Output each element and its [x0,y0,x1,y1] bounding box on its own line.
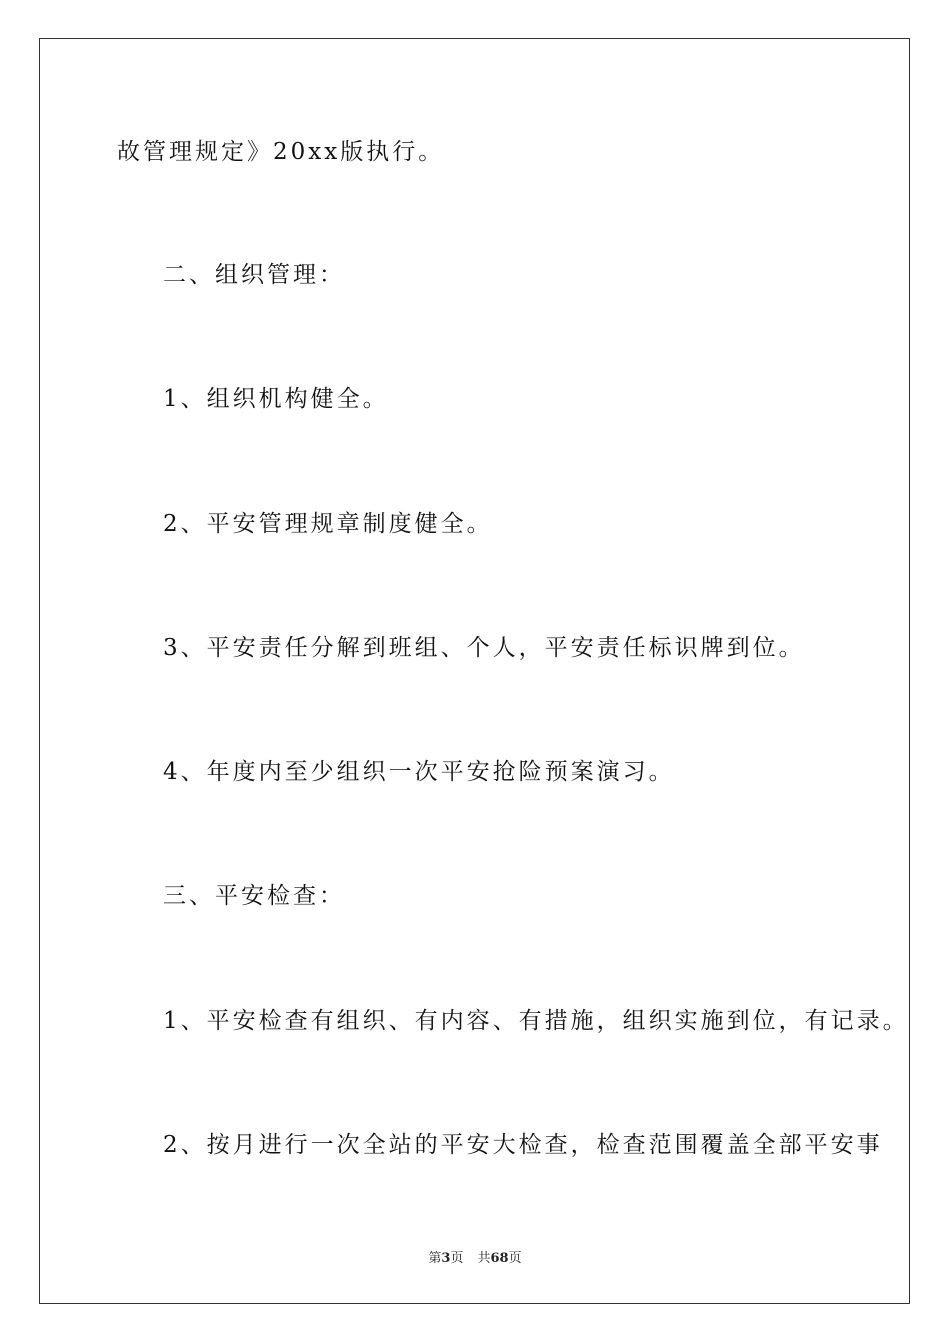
page-border [39,38,910,1304]
section-heading: 三、平安检查： [163,883,345,909]
page-footer [0,1247,950,1266]
total-pages: 68 [490,1251,509,1266]
page-suffix: 页 [450,1251,464,1266]
page-number: 3 [441,1251,451,1266]
total-suffix: 页 [508,1251,522,1266]
paragraph-line: 故管理规定》20xx版执行。 [117,139,445,165]
list-item: 4、年度内至少组织一次平安抢险预案演习。 [163,759,675,785]
list-item: 2、平安管理规章制度健全。 [163,511,493,537]
section-heading: 二、组织管理： [163,262,345,288]
list-item: 2、按月进行一次全站的平安大检查，检查范围覆盖全部平安事 [163,1132,883,1158]
list-item: 3、平安责任分解到班组、个人，平安责任标识牌到位。 [163,635,805,661]
page-prefix: 第 [428,1251,442,1266]
total-prefix: 共 [477,1251,491,1266]
list-item: 1、组织机构健全。 [163,386,389,412]
list-item: 1、平安检查有组织、有内容、有措施，组织实施到位，有记录。 [163,1008,909,1034]
